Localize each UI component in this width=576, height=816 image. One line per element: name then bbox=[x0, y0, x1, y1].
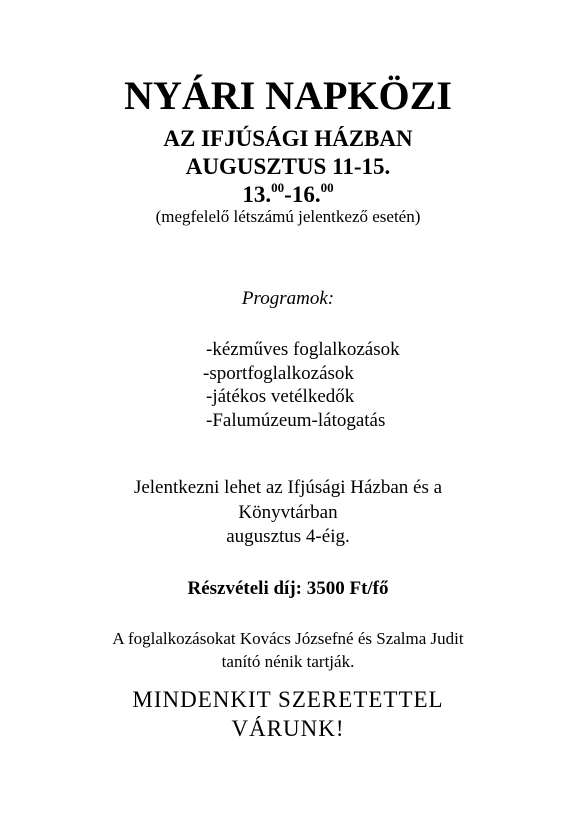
application-deadline: augusztus 4-éig. bbox=[226, 526, 350, 547]
programs-heading: Programok: bbox=[241, 288, 335, 309]
program-item: -kézműves foglalkozások bbox=[206, 339, 400, 360]
participation-fee: Részvételi díj: 3500 Ft/fő bbox=[187, 578, 389, 599]
application-line-1: Jelentkezni lehet az Ifjúsági Házban és a bbox=[133, 477, 443, 498]
date-line: AUGUSZTUS 11-15. bbox=[185, 154, 391, 179]
program-item: -Falumúzeum-látogatás bbox=[206, 409, 386, 431]
programs-list bbox=[0, 338, 576, 432]
time-start-minutes: 00 bbox=[271, 180, 285, 195]
time-end-minutes: 00 bbox=[320, 180, 334, 195]
time-end-hour: -16. bbox=[284, 182, 321, 207]
teachers-line-1: A foglalkozásokat Kovács Józsefné és Szalma Judit bbox=[112, 629, 464, 648]
time-start-hour: 13. bbox=[242, 182, 272, 207]
location-line: AZ IFJÚSÁGI HÁZBAN bbox=[163, 126, 413, 151]
condition-note: (megfelelő létszámú jelentkező esetén) bbox=[155, 207, 421, 226]
program-item: -sportfoglalkozások bbox=[203, 362, 354, 384]
welcome-line-1: MINDENKIT SZERETETTEL bbox=[132, 687, 444, 712]
application-line-2: Könyvtárban bbox=[238, 502, 338, 523]
poster-title: NYÁRI NAPKÖZI bbox=[124, 73, 452, 118]
welcome-line-2: VÁRUNK! bbox=[231, 716, 345, 741]
program-item: -játékos vetélkedők bbox=[206, 386, 355, 407]
teachers-line-2: tanító nénik tartják. bbox=[221, 652, 355, 671]
